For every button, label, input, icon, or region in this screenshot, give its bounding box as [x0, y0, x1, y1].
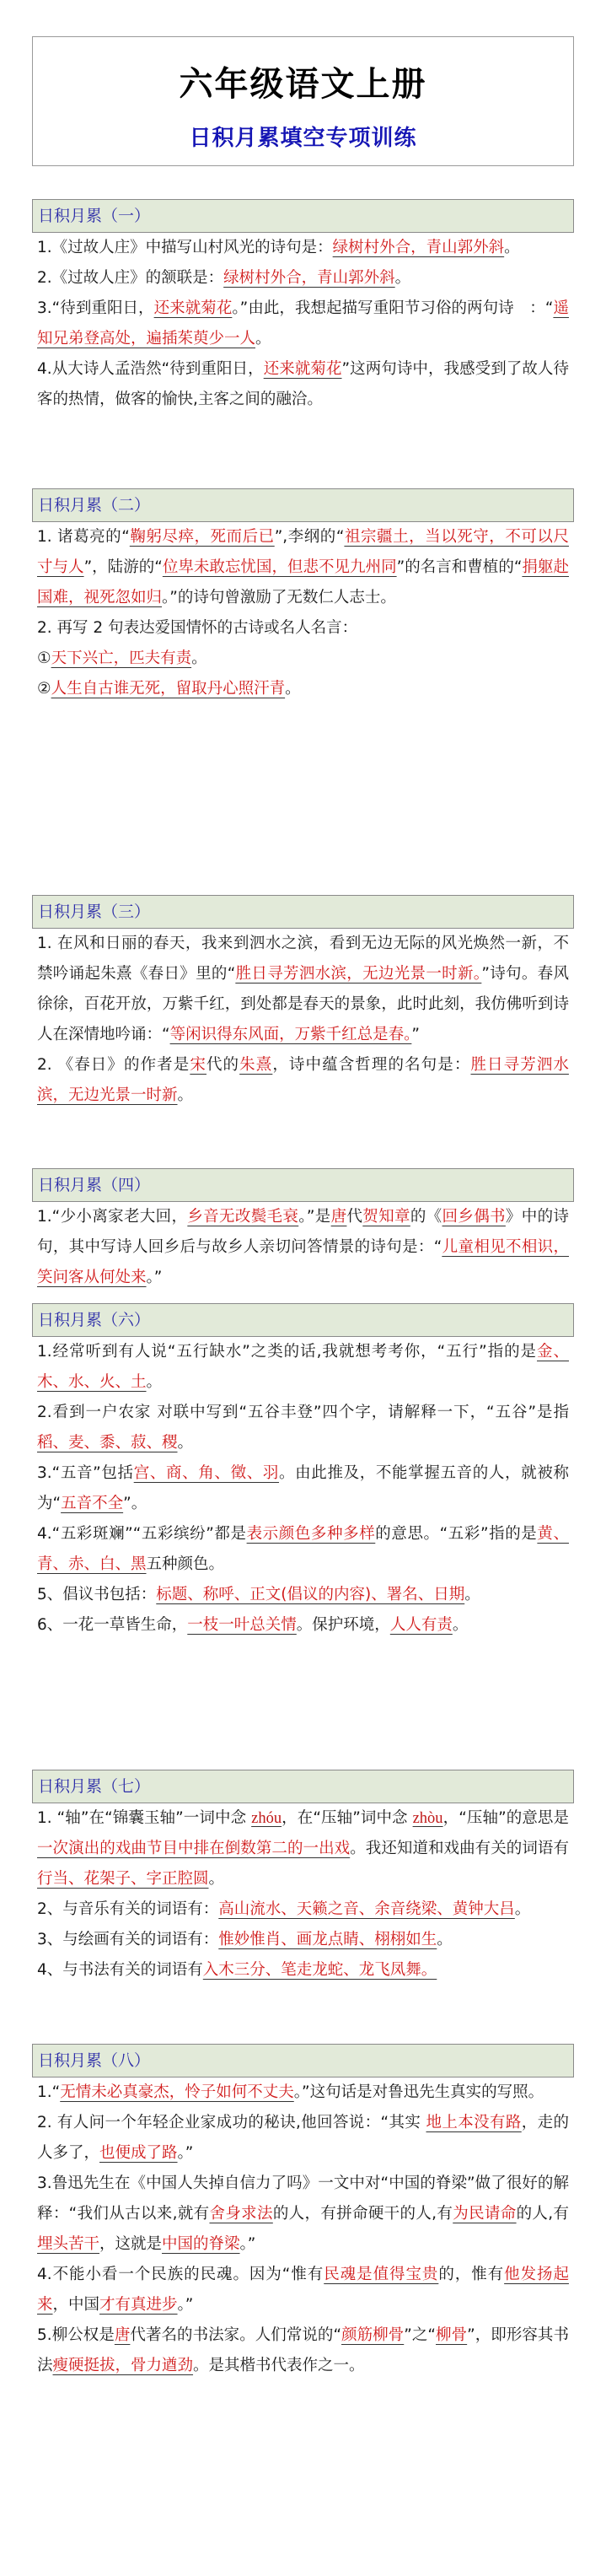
answer-text: 五音不全 — [61, 1495, 124, 1512]
section-body — [32, 233, 574, 415]
question-text: ”，即形容其书法 — [37, 2326, 569, 2374]
answer-text: 朱熹 — [239, 1056, 273, 1074]
question-text: 》中的诗句，其中写诗人回乡后与故乡人亲切问答情景的诗句是：“ — [37, 1208, 569, 1256]
question-item — [37, 2108, 569, 2169]
question-text: 代 — [346, 1208, 363, 1226]
question-text: 1. “轴”在“锦囊玉轴”一词中念 — [37, 1809, 252, 1827]
question-text: 。保护环境， — [296, 1616, 390, 1634]
question-text: ，走的人多了， — [37, 2114, 569, 2162]
answer-text: 舍身求法 — [209, 2205, 273, 2223]
question-text: 5、倡议书包括： — [37, 1586, 157, 1603]
question-text: 。由此推及，不能掌握五音的人，就被称为“ — [37, 1464, 569, 1512]
pinyin-answer: zhòu — [412, 1810, 443, 1827]
answer-text: 颜筋柳骨 — [341, 2326, 405, 2344]
question-text: ，诗中蕴含哲理的名句是： — [272, 1056, 471, 1074]
pinyin-answer: zhóu — [251, 1810, 282, 1827]
question-text: 代著名的书法家。人们常说的“ — [130, 2326, 342, 2344]
question-text: 2、与音乐有关的词语有： — [37, 1900, 219, 1918]
answer-text: 祖宗疆土，当以死守，不可以尺寸与人 — [37, 528, 569, 576]
section-4 — [32, 1168, 574, 1293]
answer-text: 行当、花架子、字正腔圆 — [37, 1870, 209, 1888]
question-text: 。”由此，我想起描写重阳节习俗的两句诗 ：“ — [232, 299, 554, 317]
section-1 — [32, 199, 574, 415]
answer-text: 胜日寻芳泗水滨，无边光景一时新。 — [235, 965, 482, 983]
question-item — [37, 674, 569, 704]
answer-text: 还来就菊花 — [263, 360, 342, 378]
answer-text: 乡音无改鬓毛衰 — [187, 1208, 299, 1226]
question-text: ，这就是 — [99, 2235, 163, 2253]
question-text: ，中国 — [52, 2296, 100, 2314]
question-text: ” — [411, 1026, 420, 1043]
answer-text: 宋 — [190, 1056, 206, 1074]
question-text: 5.柳公权是 — [37, 2326, 115, 2344]
question-item — [37, 354, 569, 415]
answer-text: 表示颜色多种多样 — [246, 1525, 376, 1543]
question-text: 2. 《春日》的作者是 — [37, 1056, 190, 1074]
answer-text: 胜日寻芳泗水滨，无边光景一时新 — [37, 1056, 569, 1104]
section-body — [32, 522, 574, 704]
question-text: 。我还知道和戏曲有关的词语有 — [350, 1840, 569, 1857]
section-heading: 日积月累（七） — [32, 1770, 574, 1803]
answer-text: 天下兴亡，匹夫有责 — [51, 649, 192, 667]
answer-text: 中国的脊梁 — [162, 2235, 240, 2253]
question-text: 3.鲁迅先生在《中国人失掉自信力了吗》一文中对“中国的脊梁”做了很好的解释：“我们从古以来,就有 — [37, 2175, 569, 2223]
answer-text: 无情未必真豪杰，怜子如何不丈夫 — [60, 2083, 294, 2101]
question-item — [37, 1202, 569, 1293]
question-item — [37, 2260, 569, 2320]
question-text: 。”这句话是对鲁迅先生真实的写照。 — [293, 2083, 544, 2101]
section-7 — [32, 1770, 574, 1986]
question-item — [37, 1894, 569, 1925]
answer-text: 绿树村外合，青山郭外斜 — [332, 239, 505, 256]
question-text: ② — [37, 680, 51, 698]
answer-text: 等闲识得东风面，万紫千红总是春。 — [169, 1026, 412, 1043]
question-item — [37, 1050, 569, 1111]
answer-text: 稻、麦、黍、菽、稷 — [37, 1434, 178, 1452]
answer-text: 地上本没有路 — [426, 2114, 522, 2131]
section-heading: 日积月累（六） — [32, 1303, 574, 1337]
answer-text: 才有真进步 — [99, 2296, 178, 2314]
section-body — [32, 1202, 574, 1293]
question-text: 4.不能小看一个民族的民魂。因为“惟有 — [37, 2266, 324, 2283]
answer-text: 儿童相见不相识，笑问客从何处来 — [37, 1238, 569, 1286]
answer-text: 人生自古谁无死，留取丹心照汗青 — [51, 680, 286, 698]
question-text: 1. 诸葛亮的“ — [37, 528, 130, 546]
question-text: 。 — [177, 1086, 194, 1104]
question-text: ① — [37, 649, 51, 667]
question-text: ”诗句。春风徐徐，百花开放，万紫千红，到处都是春天的景象，此时此刻，我仿佛听到诗人在深情地吟诵：“ — [37, 965, 569, 1043]
question-text: 4.从大诗人孟浩然“待到重阳日， — [37, 360, 264, 378]
answer-text: 回乡偶书 — [442, 1208, 506, 1226]
section-8 — [32, 2044, 574, 2381]
question-text: ”。 — [123, 1495, 147, 1512]
question-item — [37, 644, 569, 674]
question-text: 。 — [255, 330, 271, 348]
question-item — [37, 1398, 569, 1458]
question-text: ”之“ — [404, 2326, 437, 2344]
question-text: 。”是 — [298, 1208, 331, 1226]
question-item — [37, 2320, 569, 2381]
question-item — [37, 263, 569, 294]
question-text: 2.看到一户农家 对联中写到“五谷丰登”四个字，请解释一下，“五谷”是指 — [37, 1404, 569, 1421]
answer-text: 一次演出的戏曲节目中排在倒数第二的一出戏 — [37, 1840, 351, 1857]
answer-text: 金、木、水、火、土 — [37, 1343, 569, 1391]
question-text: 2.《过故人庄》的颔联是： — [37, 269, 224, 287]
answer-text: 民魂是值得宝贵 — [324, 2266, 439, 2283]
answer-text: 遥知兄弟登高处，遍插茱萸少一人 — [37, 299, 569, 348]
question-text: ，在“压轴”词中念 — [282, 1809, 413, 1827]
question-item — [37, 1803, 569, 1894]
answer-text: 还来就菊花 — [153, 299, 233, 317]
answer-text: 贺知章 — [362, 1208, 410, 1226]
question-text: 的意思。“五彩”指的是 — [375, 1525, 538, 1543]
question-text: 2. 有人问一个年轻企业家成功的秘诀,他回答说：“其实 — [37, 2114, 426, 2131]
page-title: 六年级语文上册 — [179, 64, 427, 104]
question-text: 的《 — [410, 1208, 442, 1226]
section-body — [32, 1803, 574, 1986]
question-item — [37, 1580, 569, 1610]
section-heading: 日积月累（三） — [32, 895, 574, 929]
question-text: ”的名言和曹植的“ — [396, 558, 523, 576]
answer-text: 捐躯赴国难，视死忽如归 — [37, 558, 569, 606]
question-text: 。 — [514, 1900, 531, 1918]
question-text: 。 — [437, 1931, 453, 1948]
section-body — [32, 2078, 574, 2381]
answer-text: 柳骨 — [436, 2326, 468, 2344]
question-item — [37, 613, 569, 644]
question-text: 4.“五彩斑斓”“五彩缤纷”都是 — [37, 1525, 247, 1543]
answer-text: 绿树村外合，青山郭外斜 — [223, 269, 395, 287]
question-item — [37, 1955, 569, 1986]
section-heading: 日积月累（八） — [32, 2044, 574, 2078]
question-item — [37, 522, 569, 613]
question-text: 。 — [394, 269, 411, 287]
question-text: 五种颜色。 — [146, 1555, 225, 1573]
answer-text: 也便成了路 — [99, 2144, 178, 2162]
section-3 — [32, 895, 574, 1111]
question-item — [37, 1519, 569, 1580]
question-text: 。是其楷书代表作之一。 — [193, 2357, 365, 2374]
question-item — [37, 1458, 569, 1519]
question-item — [37, 1337, 569, 1398]
question-text: 6、一花一草皆生命， — [37, 1616, 188, 1634]
answer-text: 鞠躬尽瘁，死而后已 — [129, 528, 275, 546]
section-2 — [32, 488, 574, 704]
question-item — [37, 2169, 569, 2260]
question-item — [37, 2078, 569, 2108]
section-body — [32, 929, 574, 1111]
section-body — [32, 1337, 574, 1641]
question-text: 。 — [452, 1616, 469, 1634]
question-item — [37, 1610, 569, 1641]
question-text: 。 — [464, 1586, 480, 1603]
question-text: 1.《过故人庄》中描写山村风光的诗句是： — [37, 239, 333, 256]
question-item — [37, 294, 569, 354]
question-text: ，“压轴”的意思是 — [442, 1809, 570, 1827]
question-text: 。” — [239, 2235, 256, 2253]
question-text: 。 — [208, 1870, 225, 1888]
question-text: 1. 在风和日丽的春天，我来到泗水之滨，看到无边无际的风光焕然一新，不禁吟诵起朱熹《春日》里的“ — [37, 935, 569, 983]
answer-text: 宫、商、角、徵、羽 — [133, 1464, 280, 1482]
section-heading: 日积月累（四） — [32, 1168, 574, 1202]
question-text: 。 — [191, 649, 207, 667]
question-text: 的人，有拼命硬干的人,有 — [272, 2205, 453, 2223]
question-text: 。” — [146, 1269, 163, 1286]
question-text: 2. 再写 2 句表达爱国情怀的古诗或名人名言： — [37, 619, 358, 637]
answer-text: 黄、青、赤、白、黑 — [37, 1525, 569, 1573]
question-item — [37, 929, 569, 1050]
question-text: 。” — [177, 2144, 194, 2162]
question-text: 。”的诗句曾激励了无数仁人志士。 — [162, 589, 396, 606]
title-box — [32, 36, 574, 166]
question-text: 。” — [177, 2296, 194, 2314]
question-text: ”,李纲的“ — [274, 528, 345, 546]
question-text: 。 — [504, 239, 520, 256]
answer-text: 高山流水、天籁之音、余音绕梁、黄钟大吕 — [218, 1900, 515, 1918]
question-item — [37, 233, 569, 263]
question-text: ”这两句诗中，我感受到了故人待客的热情，做客的愉快,主客之间的融洽。 — [37, 360, 569, 408]
answer-text: 他发扬起来 — [37, 2266, 569, 2314]
section-heading: 日积月累（二） — [32, 488, 574, 522]
question-text: 1.“ — [37, 2083, 61, 2101]
answer-text: 一枝一叶总关情 — [187, 1616, 297, 1634]
question-text: 4、与书法有关的词语有 — [37, 1961, 203, 1979]
question-text: ”，陆游的“ — [83, 558, 163, 576]
question-text: 。 — [146, 1373, 163, 1391]
question-text: 。 — [177, 1434, 194, 1452]
answer-text: 唐 — [114, 2326, 131, 2344]
answer-text: 埋头苦干 — [37, 2235, 100, 2253]
question-text: 3.“待到重阳日， — [37, 299, 154, 317]
answer-text: 为民请命 — [453, 2205, 517, 2223]
question-text: 1.“少小离家老大回， — [37, 1208, 188, 1226]
answer-text: 惟妙惟肖、画龙点睛、栩栩如生 — [218, 1931, 437, 1948]
section-heading: 日积月累（一） — [32, 199, 574, 233]
answer-text: 唐 — [330, 1208, 347, 1226]
question-text: 1.经常听到有人说“五行缺水”之类的话,我就想考考你，“五行”指的是 — [37, 1343, 538, 1361]
answer-text: 位卑未敢忘忧国，但悲不见九州同 — [162, 558, 397, 576]
section-6 — [32, 1303, 574, 1641]
answer-text: 人人有责 — [389, 1616, 453, 1634]
question-text: 。 — [285, 680, 301, 698]
question-text: 3.“五音”包括 — [37, 1464, 134, 1482]
question-text: 的，惟有 — [438, 2266, 505, 2283]
question-text: 代的 — [206, 1056, 240, 1074]
answer-text: 入木三分、笔走龙蛇、龙飞凤舞。 — [202, 1961, 437, 1979]
page-subtitle: 日积月累填空专项训练 — [189, 126, 417, 151]
answer-text: 标题、称呼、正文(倡议的内容)、署名、日期 — [156, 1586, 465, 1603]
question-text: 的人,有 — [516, 2205, 569, 2223]
question-text: 3、与绘画有关的词语有： — [37, 1931, 219, 1948]
question-item — [37, 1925, 569, 1955]
answer-text: 瘦硬挺拔，骨力遒劲 — [52, 2357, 194, 2374]
